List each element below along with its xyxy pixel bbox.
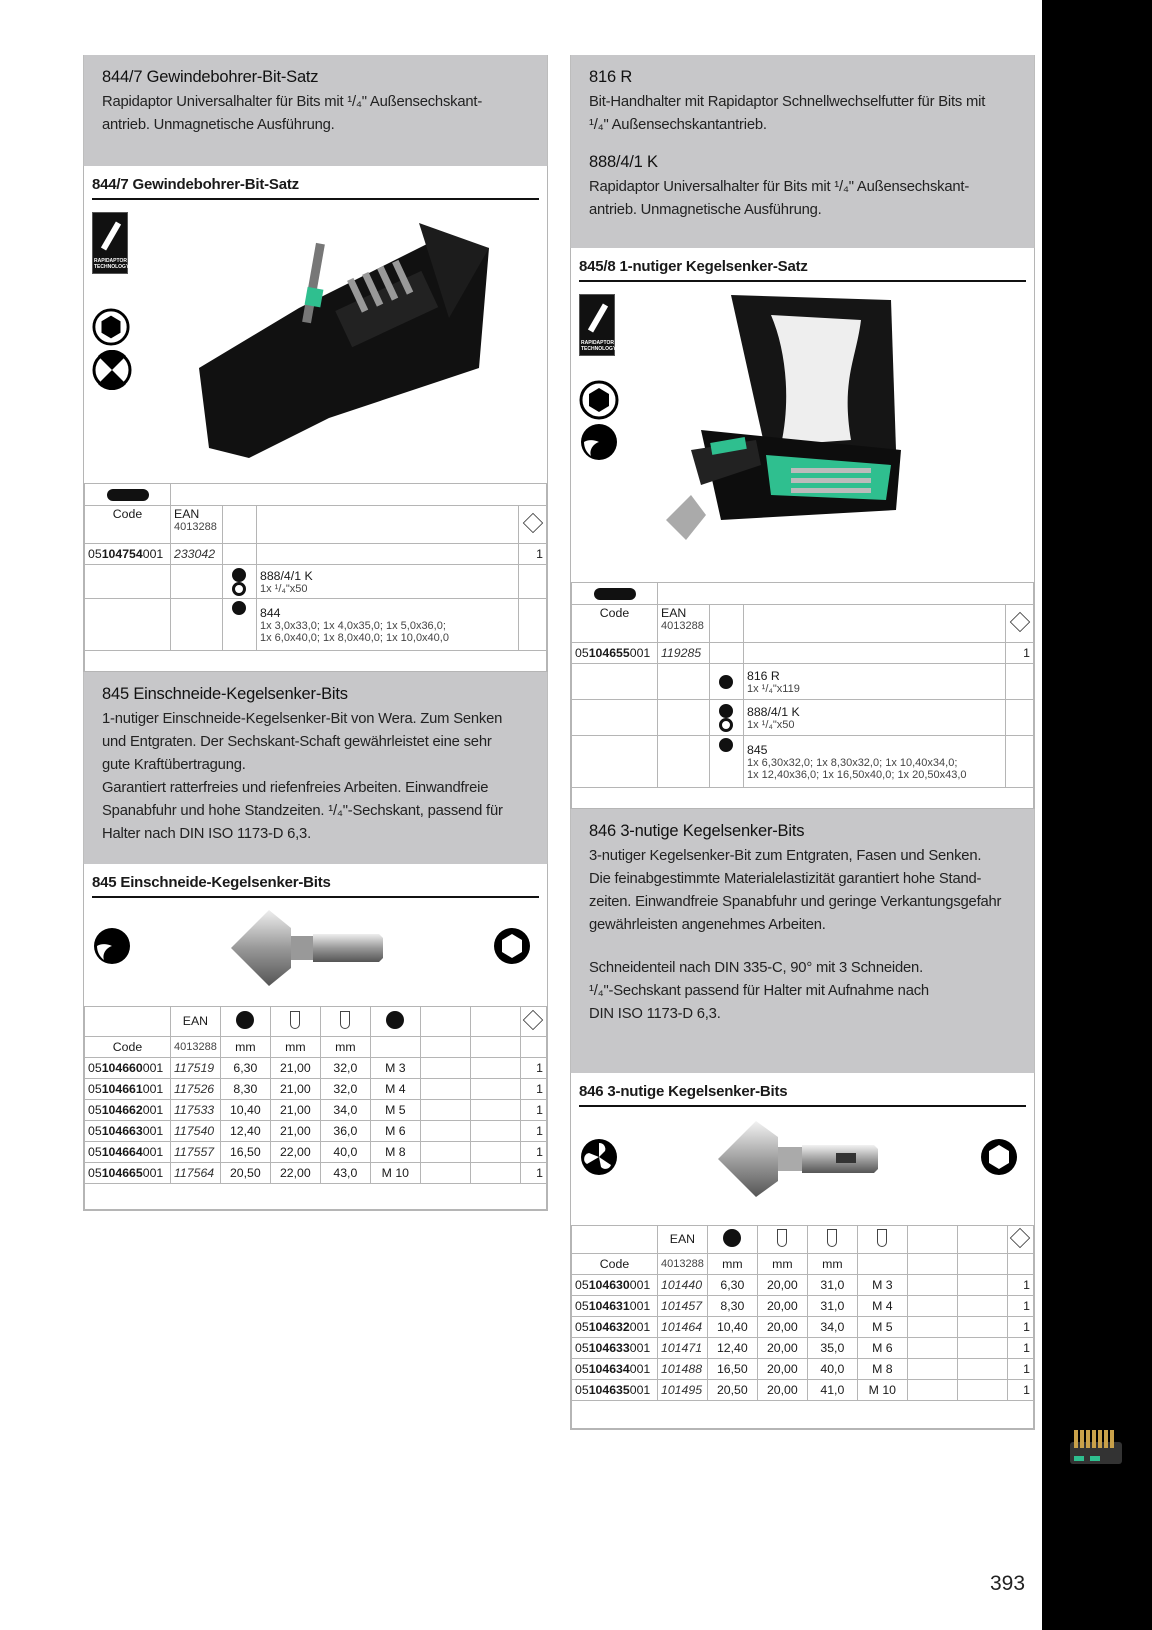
set-content-row: 844 1x 3,0x33,0; 1x 4,0x35,0; 1x 5,0x36,0; 1x 6,0x40,0; 1x 8,0x40,0; 1x 10,0x40,0	[85, 599, 547, 651]
product-image-area	[571, 282, 1034, 582]
quantity: 1	[1007, 1316, 1033, 1337]
product-table-846: EAN Code 4013288 mm mm mm 05104630001 101440 6,30 20,00 31,0 M 3 1 05104631001 101457 8,30 20,00 31,0 M 4 1 05104632001 101464 10,40 20,00 34,0 M 5 1 05104633001 101471 12,40 20,00 35,0 M 6 1 05104634001 101488 16,50 20,00 40,0 M 8 1 05104635001 101495 20,50 20,00 41,0 M 10 1	[571, 1225, 1034, 1429]
description-line: gewährleisten angenehmes Arbeiten.	[589, 916, 826, 933]
case-product-image	[661, 290, 911, 550]
table-row	[85, 1141, 547, 1162]
table-row	[85, 544, 547, 565]
table-row	[572, 1358, 1034, 1379]
thread-value: M 3	[857, 1274, 907, 1295]
hex-drive-icon	[579, 380, 619, 420]
article-code: 05104634001	[572, 1358, 658, 1379]
thread-value: M 10	[370, 1162, 420, 1183]
diameter-value: 6,30	[220, 1057, 270, 1078]
box-title: 846 3-nutige Kegelsenker-Bits	[579, 1073, 1026, 1107]
hex-mini-icon	[710, 664, 744, 700]
diameter-value: 12,40	[707, 1337, 757, 1358]
total-length-value: 32,0	[320, 1078, 370, 1099]
total-length-value: 43,0	[320, 1162, 370, 1183]
section-846-intro	[570, 809, 1035, 1073]
product-image-area	[571, 1107, 1034, 1225]
single-flute-icon	[579, 422, 619, 462]
description-line: Spanabfuhr und hohe Standzeiten. ¹/₄"-Sechskant, passend für	[102, 802, 503, 819]
total-length-value: 41,0	[807, 1379, 857, 1400]
ean-value: 117564	[171, 1162, 221, 1183]
table-row	[85, 1120, 547, 1141]
product-table-844-7	[84, 483, 547, 671]
article-code: 05104632001	[572, 1316, 658, 1337]
flute-mini-icon	[710, 736, 744, 788]
quantity: 1	[520, 1057, 546, 1078]
description-line: gute Kraftübertragung.	[102, 756, 246, 773]
ean-value: 119285	[658, 643, 710, 664]
article-code: 05104660001	[85, 1057, 171, 1078]
article-code: 05104665001	[85, 1162, 171, 1183]
diameter-value: 16,50	[707, 1358, 757, 1379]
thread-value: M 5	[370, 1099, 420, 1120]
rapidaptor-badge-icon: RAPIDAPTOR TECHNOLOGY	[92, 212, 128, 274]
ean-value: 101471	[658, 1337, 708, 1358]
section-title: 888/4/1 K	[589, 153, 658, 171]
set-content-row: 816 R 1x ¹/₄"x119	[572, 664, 1034, 700]
table-row	[572, 643, 1034, 664]
thread-value: M 5	[857, 1316, 907, 1337]
length-value: 21,00	[270, 1120, 320, 1141]
set-content-row: 888/4/1 K 1x ¹/₄"x50	[572, 700, 1034, 736]
thread-value: M 8	[370, 1141, 420, 1162]
length-value: 20,00	[757, 1316, 807, 1337]
product-image-area	[84, 200, 547, 483]
ean-value: 233042	[171, 544, 223, 565]
quantity: 1	[519, 544, 547, 565]
wallet-product-image	[189, 208, 509, 463]
thread-value: M 6	[370, 1120, 420, 1141]
quantity: 1	[520, 1099, 546, 1120]
package-icon	[1006, 605, 1034, 643]
diameter-value: 6,30	[707, 1274, 757, 1295]
box-title: 845 Einschneide-Kegelsenker-Bits	[92, 864, 539, 898]
ean-value: 117540	[171, 1120, 221, 1141]
description-line: antrieb. Unmagnetische Ausführung.	[589, 202, 822, 218]
length-value: 20,00	[757, 1295, 807, 1316]
product-box-846	[570, 1073, 1035, 1430]
hex-shank-icon	[492, 926, 532, 966]
diameter-value: 10,40	[220, 1099, 270, 1120]
col-ean: EAN 4013288	[171, 506, 223, 544]
article-code: 05104630001	[572, 1274, 658, 1295]
total-length-icon	[320, 1006, 370, 1036]
quantity: 1	[1007, 1337, 1033, 1358]
total-length-icon	[807, 1225, 857, 1253]
col-ean: EAN 4013288	[658, 605, 710, 643]
ean-value: 117519	[171, 1057, 221, 1078]
table-row	[572, 1274, 1034, 1295]
description-line: 3-nutiger Kegelsenker-Bit zum Entgraten, Fasen und Senken.	[589, 847, 982, 864]
ean-value: 101440	[658, 1274, 708, 1295]
thread-value: M 6	[857, 1337, 907, 1358]
diameter-value: 20,50	[220, 1162, 270, 1183]
col-code: Code	[572, 605, 658, 643]
description-line: zeiten. Einwandfreie Spanabfuhr und geringe Verkantungsgefahr	[589, 893, 1002, 910]
hex-drive-icon	[92, 308, 130, 346]
product-box-845	[83, 864, 548, 1211]
article-code: 05104635001	[572, 1379, 658, 1400]
length-value: 22,00	[270, 1141, 320, 1162]
col-ean: EAN	[171, 1006, 221, 1036]
section-title: 845 Einschneide-Kegelsenker-Bits	[102, 684, 348, 703]
bit-set-thumbnail	[1066, 1422, 1126, 1472]
description-line: Rapidaptor Universalhalter für Bits mit ¹/₄" Außensechskant-	[102, 94, 483, 110]
description-line: Garantiert ratterfreies und riefenfreies Arbeiten. Einwandfreie	[102, 779, 489, 796]
diameter-value: 10,40	[707, 1316, 757, 1337]
length-value: 21,00	[270, 1057, 320, 1078]
set-content-row: 888/4/1 K 1x ¹/₄"x50	[85, 565, 547, 599]
table-row	[572, 1337, 1034, 1358]
product-box-844-7	[83, 166, 548, 672]
ean-value: 117526	[171, 1078, 221, 1099]
total-length-value: 31,0	[807, 1274, 857, 1295]
ean-value: 101457	[658, 1295, 708, 1316]
total-length-value: 36,0	[320, 1120, 370, 1141]
total-length-value: 32,0	[320, 1057, 370, 1078]
description-line: antrieb. Unmagnetische Ausführung.	[102, 117, 335, 133]
table-row	[85, 1099, 547, 1120]
length-value: 20,00	[757, 1337, 807, 1358]
package-icon	[519, 506, 547, 544]
single-flute-icon	[92, 926, 132, 966]
screw-icon	[857, 1225, 907, 1253]
product-image-area	[84, 898, 547, 1006]
col-code: Code	[572, 1253, 658, 1274]
diameter-value: 20,50	[707, 1379, 757, 1400]
quadrant-mini-icon	[223, 599, 257, 651]
description-line: DIN ISO 1173-D 6,3.	[589, 1005, 721, 1022]
thread-value: M 3	[370, 1057, 420, 1078]
article-code: 05104633001	[572, 1337, 658, 1358]
quantity: 1	[1007, 1358, 1033, 1379]
total-length-value: 34,0	[320, 1099, 370, 1120]
diameter-value: 12,40	[220, 1120, 270, 1141]
quantity: 1	[1007, 1379, 1033, 1400]
three-flute-icon	[579, 1137, 619, 1177]
description-line: Schneidenteil nach DIN 335-C, 90° mit 3 Schneiden.	[589, 959, 923, 976]
quadrant-drive-icon	[92, 350, 132, 390]
section-844-7-intro	[83, 55, 548, 166]
quantity: 1	[520, 1120, 546, 1141]
quantity: 1	[1007, 1274, 1033, 1295]
product-box-845-8	[570, 248, 1035, 809]
table-row	[572, 1316, 1034, 1337]
description-line: ¹/₄"-Sechskant passend für Halter mit Aufnahme nach	[589, 982, 929, 999]
ean-value: 101488	[658, 1358, 708, 1379]
description-line: 1-nutiger Einschneide-Kegelsenker-Bit von Wera. Zum Senken	[102, 710, 503, 727]
diameter-value: 16,50	[220, 1141, 270, 1162]
package-icon	[1007, 1225, 1033, 1253]
ean-value: 117533	[171, 1099, 221, 1120]
ean-value: 101495	[658, 1379, 708, 1400]
article-code: 05104663001	[85, 1120, 171, 1141]
quantity: 1	[520, 1141, 546, 1162]
total-length-value: 35,0	[807, 1337, 857, 1358]
thread-value: M 4	[857, 1295, 907, 1316]
set-content-row: 845 1x 6,30x32,0; 1x 8,30x32,0; 1x 10,40x34,0; 1x 12,40x36,0; 1x 16,50x40,0; 1x 20,50x43,0	[572, 736, 1034, 788]
rapidaptor-mini-icon	[223, 565, 257, 599]
total-length-value: 31,0	[807, 1295, 857, 1316]
diameter-icon	[220, 1006, 270, 1036]
section-title: 844/7 Gewindebohrer-Bit-Satz	[102, 68, 319, 86]
thread-value: M 4	[370, 1078, 420, 1099]
hex-shank-icon	[979, 1137, 1019, 1177]
quantity: 1	[1007, 1295, 1033, 1316]
ean-value: 117557	[171, 1141, 221, 1162]
description-line: Rapidaptor Universalhalter für Bits mit ¹/₄" Außensechskant-	[589, 179, 970, 195]
thread-value: M 10	[857, 1379, 907, 1400]
article-code: 05104754001	[85, 544, 171, 565]
col-code: Code	[85, 506, 171, 544]
length-value: 20,00	[757, 1379, 807, 1400]
product-table-845: EAN Code 4013288 mm mm mm 05104660001 117519 6,30 21,00 32,0 M 3 1 05104661001 117526 8,30 21,00 32,0 M 4 1 05104662001 117533 10,40 21,00 34,0 M 5 1 05104663001 117540 12,40 21,00 36,0 M 6 1 05104664001 117557 16,50 22,00 40,0 M 8 1 05104665001 117564 20,50 22,00 43,0 M 10 1	[84, 1006, 547, 1210]
total-length-value: 34,0	[807, 1316, 857, 1337]
length-icon	[757, 1225, 807, 1253]
table-row	[85, 1057, 547, 1078]
article-code: 05104661001	[85, 1078, 171, 1099]
article-code: 05104631001	[572, 1295, 658, 1316]
description-line: Bit-Handhalter mit Rapidaptor Schnellwechselfutter für Bits mit	[589, 94, 986, 110]
col-code: Code	[85, 1036, 171, 1057]
box-title: 845/8 1-nutiger Kegelsenker-Satz	[579, 248, 1026, 282]
diameter-icon	[707, 1225, 757, 1253]
length-value: 21,00	[270, 1099, 320, 1120]
diameter-value: 8,30	[707, 1295, 757, 1316]
table-row	[572, 1379, 1034, 1400]
length-icon	[270, 1006, 320, 1036]
length-value: 21,00	[270, 1078, 320, 1099]
rapidaptor-badge-icon: RAPIDAPTOR TECHNOLOGY	[579, 294, 615, 356]
length-value: 20,00	[757, 1358, 807, 1379]
box-title: 844/7 Gewindebohrer-Bit-Satz	[92, 166, 539, 200]
section-title: 816 R	[589, 68, 633, 86]
package-icon	[520, 1006, 546, 1036]
table-row	[85, 1078, 547, 1099]
article-code: 05104662001	[85, 1099, 171, 1120]
section-title: 846 3-nutige Kegelsenker-Bits	[589, 821, 805, 840]
section-816r-intro	[570, 55, 1035, 248]
article-code: 05104664001	[85, 1141, 171, 1162]
diameter-value: 8,30	[220, 1078, 270, 1099]
table-row	[572, 1295, 1034, 1316]
description-line: und Entgraten. Der Sechskant-Schaft gewährleistet eine sehr	[102, 733, 492, 750]
description-line: Halter nach DIN ISO 1173-D 6,3.	[102, 825, 311, 842]
quantity: 1	[520, 1162, 546, 1183]
length-value: 22,00	[270, 1162, 320, 1183]
right-column	[570, 55, 1035, 1430]
section-845-intro	[83, 672, 548, 864]
total-length-value: 40,0	[320, 1141, 370, 1162]
black-sidebar	[1042, 0, 1152, 1630]
rapidaptor-mini-icon	[710, 700, 744, 736]
left-column	[83, 55, 548, 1211]
length-value: 20,00	[757, 1274, 807, 1295]
countersink-bit-image	[229, 908, 389, 988]
page-number: 393	[990, 1572, 1026, 1595]
table-row	[85, 1162, 547, 1183]
thread-icon	[370, 1006, 420, 1036]
description-line: Die feinabgestimmte Materialelastizität garantiert hohe Stand-	[589, 870, 982, 887]
thread-value: M 8	[857, 1358, 907, 1379]
quantity: 1	[1006, 643, 1034, 664]
description-line: ¹/₄" Außensechskantantrieb.	[589, 117, 767, 133]
total-length-value: 40,0	[807, 1358, 857, 1379]
product-table-845-8	[571, 582, 1034, 808]
bit-header-icon	[85, 484, 171, 506]
ean-value: 101464	[658, 1316, 708, 1337]
article-code: 05104655001	[572, 643, 658, 664]
quantity: 1	[520, 1078, 546, 1099]
col-ean: EAN	[658, 1225, 708, 1253]
bit-header-icon	[572, 583, 658, 605]
countersink-bit-image	[716, 1119, 886, 1199]
